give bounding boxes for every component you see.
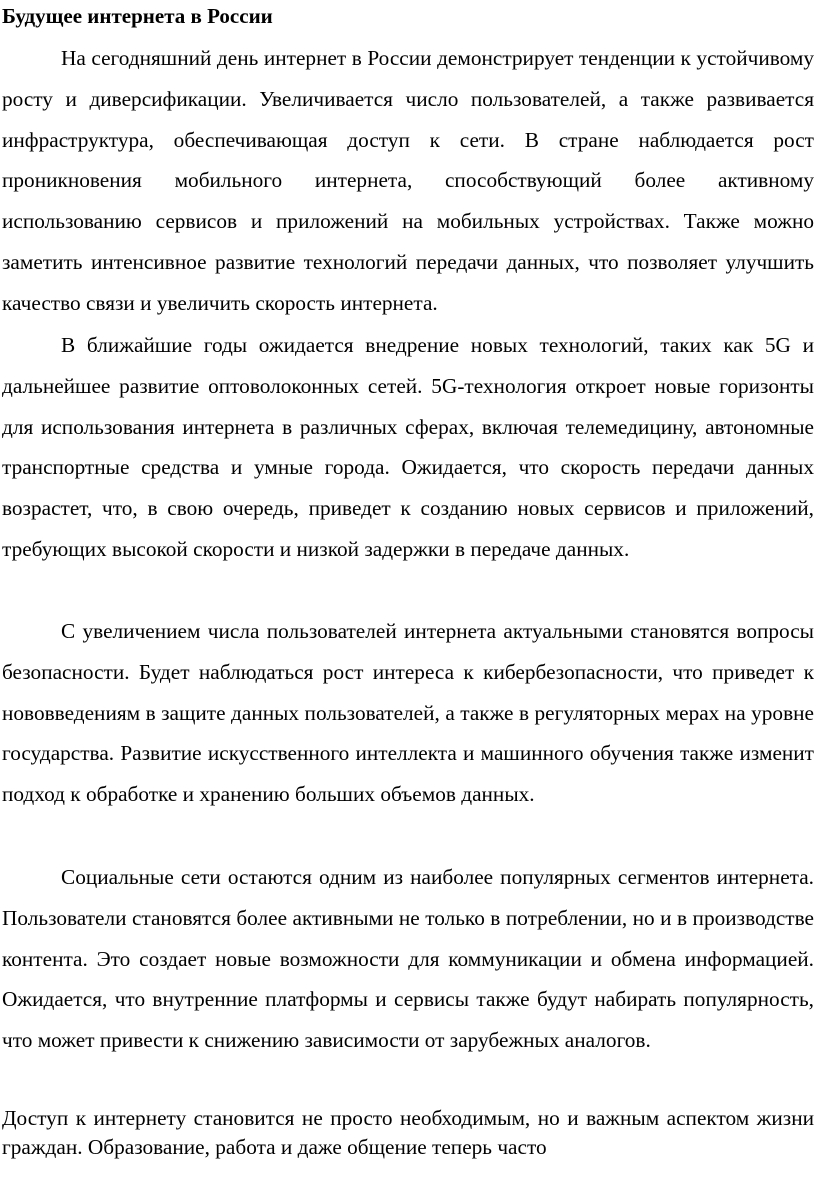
paragraph-current-state: На сегодняшний день интернет в России демонстрирует тенденции к устойчивому росту и диверсификации. Увеличивается число пользователей, а также развивается инфраструктура, обеспечивающая доступ к сети. В стране наблюдается рост проникновения мобильного интернета, способствующий более активному использованию сервисов и приложений на мобильных устройствах. Также можно заметить интенсивное развитие технологий передачи данных, что позволяет улучшить качество связи и увеличить скорость интернета. xyxy=(2,46,814,315)
paragraph-internet-access: Доступ к интернету становится не просто необходимым, но и важным аспектом жизни граждан. Образование, работа и даже общение теперь часто xyxy=(2,1106,814,1159)
paragraph-new-technologies: В ближайшие годы ожидается внедрение новых технологий, таких как 5G и дальнейшее развитие оптоволоконных сетей. 5G-технология откроет новые горизонты для использования интернета в различных сферах, включая телемедицину, автономные транспортные средства и умные города. Ожидается, что скорость передачи данных возрастет, что, в свою очередь, приведет к созданию новых сервисов и приложений, требующих высокой скорости и низкой задержки в передаче данных. xyxy=(2,333,814,561)
paragraph-social-networks: Социальные сети остаются одним из наиболее популярных сегментов интернета. Пользователи становятся более активными не только в потреблении, но и в производстве контента. Это создает новые возможности для коммуникации и обмена информацией. Ожидается, что внутренние платформы и сервисы также будут набирать популярность, что может привести к снижению зависимости от зарубежных аналогов. xyxy=(2,865,814,1053)
document-title: Будущее интернета в России xyxy=(2,4,273,28)
paragraph-security: С увеличением числа пользователей интернета актуальными становятся вопросы безопасности. Будет наблюдаться рост интереса к кибербезопасности, что приведет к нововведениям в защите данных пользователей, а также в регуляторных мерах на уровне государства. Развитие искусственного интеллекта и машинного обучения также изменит подход к обработке и хранению больших объемов данных. xyxy=(2,619,814,807)
